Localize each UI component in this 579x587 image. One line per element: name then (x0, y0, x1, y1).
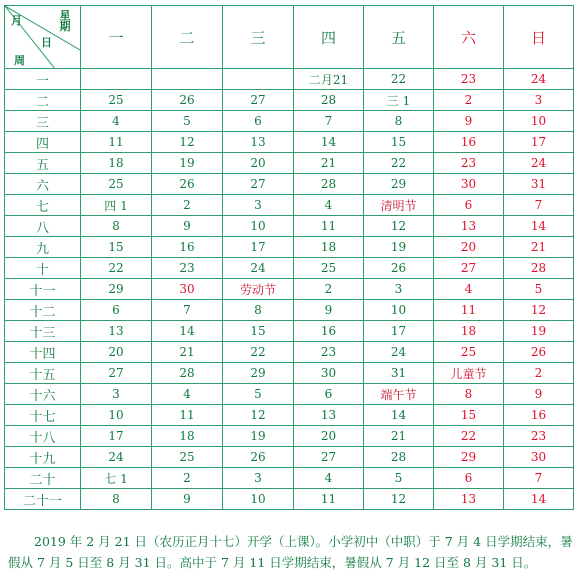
date-cell: 3 (364, 279, 434, 300)
week-row (5, 426, 574, 447)
week-number-cell: 八 (5, 216, 81, 237)
holiday-cell: 劳动节 (223, 279, 294, 300)
date-cell: 13 (434, 216, 504, 237)
date-cell: 3 (223, 195, 294, 216)
date-cell: 14 (504, 216, 574, 237)
date-cell: 5 (152, 111, 223, 132)
week-row (5, 405, 574, 426)
date-cell: 22 (434, 426, 504, 447)
date-cell: 27 (223, 174, 294, 195)
date-cell: 17 (504, 132, 574, 153)
date-cell: 8 (434, 384, 504, 405)
date-cell: 31 (364, 363, 434, 384)
week-number-cell: 十 (5, 258, 81, 279)
week-row (5, 279, 574, 300)
week-row (5, 195, 574, 216)
date-cell: 12 (152, 132, 223, 153)
date-cell: 四 1 (81, 195, 152, 216)
holiday-cell: 清明节 (364, 195, 434, 216)
week-number-cell: 二十 (5, 468, 81, 489)
date-cell: 3 (81, 384, 152, 405)
week-number-cell: 十九 (5, 447, 81, 468)
date-cell: 2 (294, 279, 364, 300)
date-cell: 23 (434, 153, 504, 174)
date-cell: 25 (294, 258, 364, 279)
date-cell: 20 (223, 153, 294, 174)
week-row (5, 90, 574, 111)
header-day-tue: 二 (152, 6, 223, 69)
date-cell: 27 (81, 363, 152, 384)
date-cell: 21 (364, 426, 434, 447)
date-cell: 15 (81, 237, 152, 258)
date-cell: 23 (294, 342, 364, 363)
date-cell: 26 (152, 90, 223, 111)
date-cell: 16 (434, 132, 504, 153)
date-cell: 29 (81, 279, 152, 300)
date-cell: 5 (364, 468, 434, 489)
corner-week-label: 周 (14, 54, 25, 67)
week-row (5, 111, 574, 132)
week-number-cell: 二十一 (5, 489, 81, 510)
date-cell: 20 (81, 342, 152, 363)
week-number-cell: 七 (5, 195, 81, 216)
week-row (5, 489, 574, 510)
date-cell: 七 1 (81, 468, 152, 489)
date-cell: 三 1 (364, 90, 434, 111)
week-number-cell: 四 (5, 132, 81, 153)
date-cell: 28 (364, 447, 434, 468)
date-cell: 26 (364, 258, 434, 279)
date-cell: 17 (81, 426, 152, 447)
date-cell: 24 (81, 447, 152, 468)
date-cell: 21 (152, 342, 223, 363)
date-cell: 7 (152, 300, 223, 321)
week-number-cell: 十四 (5, 342, 81, 363)
date-cell: 16 (504, 405, 574, 426)
header-row (5, 6, 574, 69)
date-cell (223, 69, 294, 90)
date-cell: 29 (434, 447, 504, 468)
date-cell: 21 (504, 237, 574, 258)
date-cell: 9 (152, 216, 223, 237)
date-cell: 5 (504, 279, 574, 300)
date-cell: 22 (364, 69, 434, 90)
date-cell: 24 (504, 153, 574, 174)
date-cell: 16 (152, 237, 223, 258)
date-cell (152, 69, 223, 90)
date-cell: 7 (294, 111, 364, 132)
date-cell: 5 (223, 384, 294, 405)
date-cell: 12 (364, 216, 434, 237)
date-cell: 6 (434, 468, 504, 489)
date-cell: 15 (223, 321, 294, 342)
date-cell: 24 (504, 69, 574, 90)
date-cell: 9 (504, 384, 574, 405)
date-cell: 28 (294, 90, 364, 111)
week-number-cell: 十一 (5, 279, 81, 300)
week-number-cell: 十二 (5, 300, 81, 321)
date-cell: 6 (294, 384, 364, 405)
date-cell: 10 (364, 300, 434, 321)
week-row (5, 216, 574, 237)
date-cell: 8 (364, 111, 434, 132)
date-cell: 16 (294, 321, 364, 342)
holiday-cell: 儿童节 (434, 363, 504, 384)
header-day-thu: 四 (294, 6, 364, 69)
week-row (5, 384, 574, 405)
week-number-cell: 十八 (5, 426, 81, 447)
week-number-cell: 五 (5, 153, 81, 174)
week-number-cell: 十六 (5, 384, 81, 405)
date-cell: 18 (294, 237, 364, 258)
date-cell: 8 (81, 489, 152, 510)
week-number-cell: 六 (5, 174, 81, 195)
corner-month-label: 月 (11, 14, 22, 27)
date-cell: 23 (504, 426, 574, 447)
date-cell: 9 (434, 111, 504, 132)
week-number-cell: 十五 (5, 363, 81, 384)
date-cell: 11 (294, 216, 364, 237)
date-cell: 4 (294, 195, 364, 216)
date-cell: 26 (152, 174, 223, 195)
week-number-cell: 十七 (5, 405, 81, 426)
date-cell: 29 (364, 174, 434, 195)
school-calendar-table (4, 5, 574, 510)
week-row (5, 237, 574, 258)
date-cell: 2 (152, 195, 223, 216)
semester-note: 2019 年 2 月 21 日（农历正月十七）开学（上课）。小学初中（中职）于 7 月 4 日学期结束，暑假从 7 月 5 日至 8 月 31 日。高中于 7 月 11 日学期结束，暑假从 7 月 12 日至 8 月 31 日。 (8, 533, 573, 570)
date-cell: 4 (152, 384, 223, 405)
date-cell: 6 (223, 111, 294, 132)
date-cell: 11 (152, 405, 223, 426)
week-row (5, 153, 574, 174)
week-row (5, 174, 574, 195)
week-row (5, 258, 574, 279)
date-cell: 11 (434, 300, 504, 321)
date-cell: 4 (294, 468, 364, 489)
week-row (5, 342, 574, 363)
date-cell: 26 (504, 342, 574, 363)
date-cell: 13 (223, 132, 294, 153)
date-cell: 4 (81, 111, 152, 132)
date-cell: 14 (294, 132, 364, 153)
date-cell: 2 (152, 468, 223, 489)
week-number-cell: 一 (5, 69, 81, 90)
date-cell: 7 (504, 195, 574, 216)
date-cell: 7 (504, 468, 574, 489)
date-cell: 27 (294, 447, 364, 468)
header-day-sat: 六 (434, 6, 504, 69)
date-cell: 10 (223, 489, 294, 510)
date-cell: 13 (81, 321, 152, 342)
date-cell: 13 (434, 489, 504, 510)
header-day-wed: 三 (223, 6, 294, 69)
week-row (5, 468, 574, 489)
date-cell: 14 (504, 489, 574, 510)
date-cell: 12 (504, 300, 574, 321)
week-number-cell: 二 (5, 90, 81, 111)
date-cell: 14 (152, 321, 223, 342)
date-cell: 10 (504, 111, 574, 132)
date-cell: 28 (152, 363, 223, 384)
date-cell: 30 (152, 279, 223, 300)
header-corner-cell (5, 6, 81, 69)
date-cell: 29 (223, 363, 294, 384)
date-cell: 24 (364, 342, 434, 363)
date-cell: 30 (294, 363, 364, 384)
date-cell: 14 (364, 405, 434, 426)
date-cell: 15 (434, 405, 504, 426)
date-cell: 18 (152, 426, 223, 447)
date-cell: 10 (81, 405, 152, 426)
date-cell: 19 (504, 321, 574, 342)
date-cell: 11 (294, 489, 364, 510)
header-day-fri: 五 (364, 6, 434, 69)
date-cell: 19 (152, 153, 223, 174)
date-cell: 27 (223, 90, 294, 111)
date-cell: 10 (223, 216, 294, 237)
date-cell: 2 (504, 363, 574, 384)
date-cell: 28 (294, 174, 364, 195)
header-day-mon: 一 (81, 6, 152, 69)
date-cell: 21 (294, 153, 364, 174)
week-row (5, 321, 574, 342)
date-cell: 25 (152, 447, 223, 468)
date-cell: 19 (223, 426, 294, 447)
date-cell: 23 (152, 258, 223, 279)
week-row (5, 363, 574, 384)
date-cell: 20 (434, 237, 504, 258)
corner-weekday-label: 星期 (59, 9, 71, 33)
date-cell: 30 (504, 447, 574, 468)
week-row (5, 447, 574, 468)
date-cell: 23 (434, 69, 504, 90)
week-number-cell: 三 (5, 111, 81, 132)
date-cell (81, 69, 152, 90)
date-cell: 22 (223, 342, 294, 363)
corner-day-label: 日 (41, 36, 52, 49)
date-cell: 3 (504, 90, 574, 111)
header-day-sun: 日 (504, 6, 574, 69)
date-cell: 18 (81, 153, 152, 174)
date-cell: 22 (364, 153, 434, 174)
date-cell: 25 (434, 342, 504, 363)
date-cell: 25 (81, 90, 152, 111)
date-cell: 9 (294, 300, 364, 321)
week-row (5, 300, 574, 321)
week-row (5, 69, 574, 90)
week-number-cell: 十三 (5, 321, 81, 342)
date-cell: 17 (364, 321, 434, 342)
date-cell: 31 (504, 174, 574, 195)
date-cell: 11 (81, 132, 152, 153)
date-cell: 8 (81, 216, 152, 237)
week-row (5, 132, 574, 153)
date-cell: 24 (223, 258, 294, 279)
date-cell: 25 (81, 174, 152, 195)
date-cell: 12 (223, 405, 294, 426)
date-cell: 20 (294, 426, 364, 447)
date-cell: 二月21 (294, 69, 364, 90)
date-cell: 26 (223, 447, 294, 468)
date-cell: 6 (434, 195, 504, 216)
date-cell: 17 (223, 237, 294, 258)
date-cell: 30 (434, 174, 504, 195)
date-cell: 22 (81, 258, 152, 279)
date-cell: 12 (364, 489, 434, 510)
date-cell: 27 (434, 258, 504, 279)
date-cell: 9 (152, 489, 223, 510)
date-cell: 4 (434, 279, 504, 300)
date-cell: 18 (434, 321, 504, 342)
date-cell: 13 (294, 405, 364, 426)
holiday-cell: 端午节 (364, 384, 434, 405)
date-cell: 2 (434, 90, 504, 111)
date-cell: 6 (81, 300, 152, 321)
week-number-cell: 九 (5, 237, 81, 258)
date-cell: 15 (364, 132, 434, 153)
date-cell: 3 (223, 468, 294, 489)
date-cell: 19 (364, 237, 434, 258)
date-cell: 8 (223, 300, 294, 321)
date-cell: 28 (504, 258, 574, 279)
